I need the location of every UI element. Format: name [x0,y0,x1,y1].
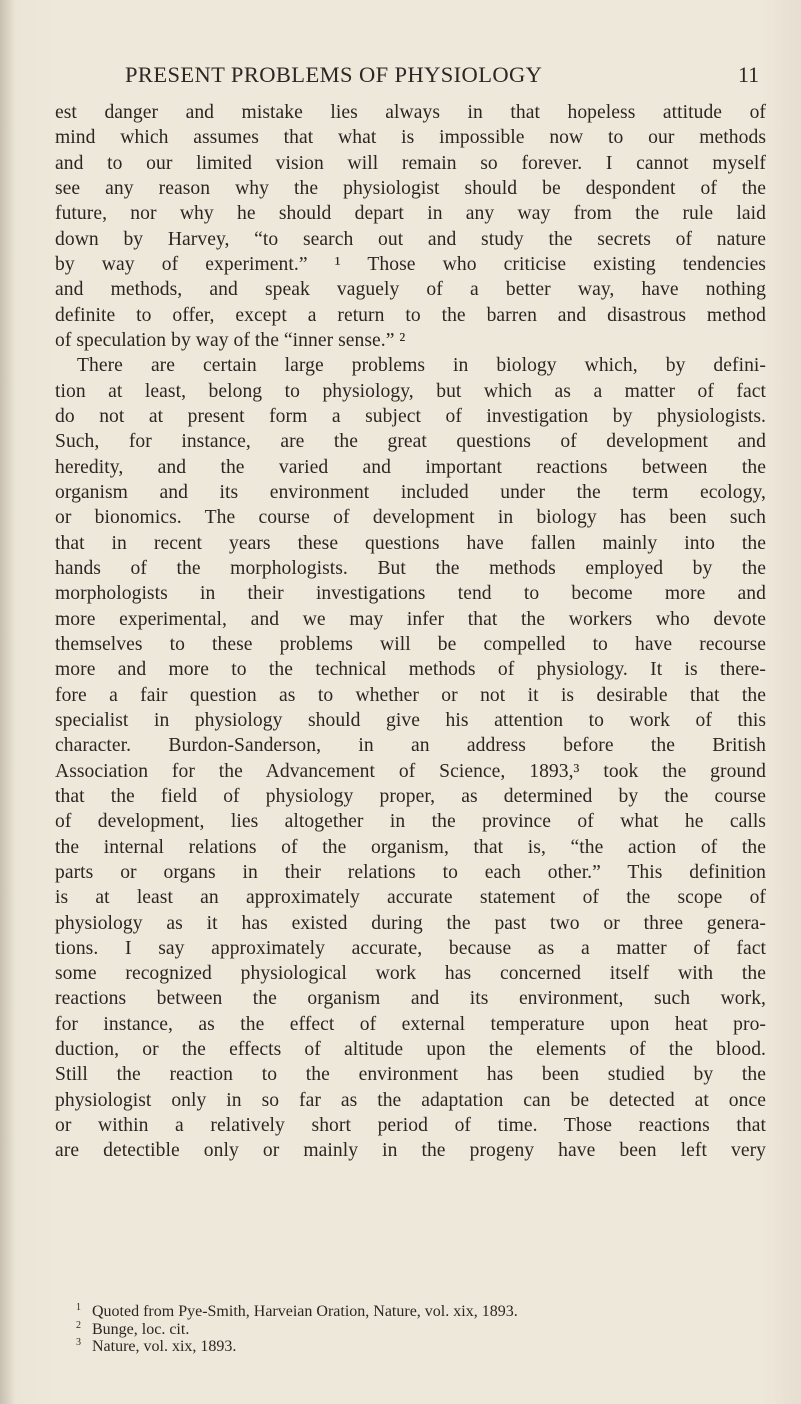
text-line: est danger and mistake lies always in that hopeless attitude of [55,102,766,123]
text-line: organism and its environment included under the term ecology, [55,481,766,503]
text-line: reactions between the organism and its environment, such work, [55,988,766,1010]
text-line: future, nor why he should depart in any way from the rule laid [55,203,766,225]
footnote-mark: 2 [76,1319,81,1331]
text-line: the internal relations of the organism, that is, “the action of the [55,836,766,858]
text-line: heredity, and the varied and important reactions between the [55,456,766,478]
footnotes [76,1303,766,1356]
text-line: definite to offer, except a return to the barren and disastrous method [55,304,766,326]
text-line: physiologist only in so far as the adaptation can be detected at once [55,1089,766,1111]
text-line: that in recent years these questions have fallen mainly into the [55,532,766,554]
page-number: 11 [738,62,760,87]
text-line: see any reason why the physiologist should be despondent of the [55,177,766,199]
text-line: of development, lies altogether in the province of what he calls [55,811,766,833]
text-line: morphologists in their investigations tend to become more and [55,583,766,605]
text-line: by way of experiment.” ¹ Those who criticise existing tendencies [55,253,766,275]
text-line: of speculation by way of the “inner sense.” ² [55,329,406,351]
text-line: character. Burdon-Sanderson, in an address before the British [55,735,766,757]
text-line: that the field of physiology proper, as determined by the course [55,785,766,807]
text-line: more experimental, and we may infer that the workers who devote [55,608,766,630]
footnote [76,1321,766,1339]
text-line: tion at least, belong to physiology, but which as a matter of fact [55,380,766,402]
footnote-mark: 3 [76,1337,81,1348]
text-line: some recognized physiological work has concerned itself with the [55,963,766,985]
text-line: hands of the morphologists. But the methods employed by the [55,557,766,579]
text-line: duction, or the effects of altitude upon the elements of the blood. [55,1039,766,1061]
gutter-shadow [0,0,16,1404]
text-line: more and more to the technical methods of physiology. It is there- [55,659,766,681]
footnote-text: Nature, vol. xix, 1893. [92,1338,237,1355]
text-line: specialist in physiology should give his attention to work of this [55,709,766,731]
text-line: themselves to these problems will be compelled to have recourse [55,633,766,655]
footnote [76,1303,766,1321]
running-title: PRESENT PROBLEMS OF PHYSIOLOGY [125,62,543,87]
page-header [0,62,801,92]
text-line: parts or organs in their relations to each other.” This definition [55,861,766,883]
text-line: and to our limited vision will remain so forever. I cannot myself [55,152,766,174]
text-line: fore a fair question as to whether or not it is desirable that the [55,684,766,706]
text-line: do not at present form a subject of investigation by physiologists. [55,405,766,427]
text-line: and methods, and speak vaguely of a better way, have nothing [55,279,766,301]
body-text [55,100,766,1164]
text-line: is at least an approximately accurate statement of the scope of [55,887,766,909]
footnote-mark: 1 [76,1302,81,1313]
text-line: Association for the Advancement of Science, 1893,³ took the ground [55,760,766,782]
text-line: or bionomics. The course of development in biology has been such [55,507,766,529]
footnote [76,1338,766,1356]
text-line: tions. I say approximately accurate, because as a matter of fact [55,937,766,959]
footnote-text: Quoted from Pye-Smith, Harveian Oration, Nature, vol. xix, 1893. [92,1303,518,1320]
text-line: or within a relatively short period of time. Those reactions that [55,1115,766,1137]
text-line: mind which assumes that what is impossible now to our methods [55,127,766,149]
text-line: Still the reaction to the environment has been studied by the [55,1064,766,1086]
footnote-text: Bunge, loc. cit. [92,1320,190,1338]
text-line: for instance, as the effect of external temperature upon heat pro- [55,1013,766,1035]
paragraph-start: There are certain large problems in biology which, by defini- [77,355,766,377]
text-line: Such, for instance, are the great questions of development and [55,431,766,453]
text-line: physiology as it has existed during the past two or three genera- [55,912,766,934]
text-line: are detectible only or mainly in the progeny have been left very [55,1140,766,1162]
text-line: down by Harvey, “to search out and study the secrets of nature [55,228,766,250]
